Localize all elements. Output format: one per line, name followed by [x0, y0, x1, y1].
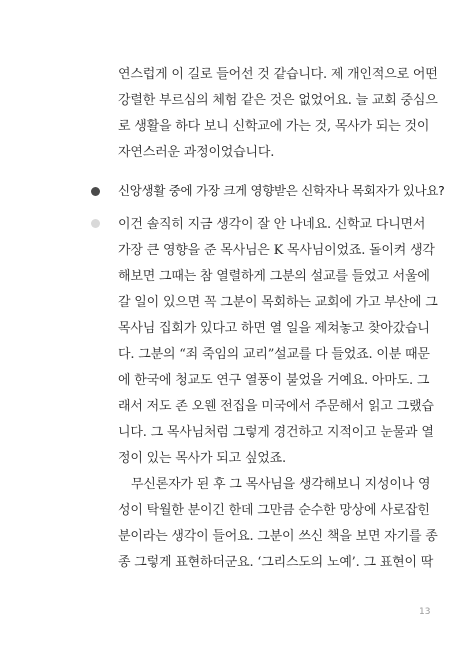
text-line: 목사님 집회가 있다고 하면 열 일을 제쳐놓고 찾아갔습니 — [118, 321, 430, 336]
text-line: 연스럽게 이 길로 들어선 것 같습니다. 제 개인적으로 어떤 — [118, 67, 438, 82]
answer-paragraph — [118, 212, 438, 576]
text-line: 자연스러운 과정이었습니다. — [118, 145, 275, 160]
answer-bullet-icon — [91, 219, 100, 228]
text-line: 성이 탁월한 분이긴 한데 그만큼 순수한 망상에 사로잡힌 — [118, 503, 430, 518]
text-line: 강렬한 부르심의 체험 같은 것은 없었어요. 늘 교회 중심으 — [118, 93, 438, 108]
page-number: 13 — [419, 607, 431, 617]
text-line: 무신론자가 된 후 그 목사님을 생각해보니 지성이나 영 — [131, 477, 431, 492]
text-line: 이건 솔직히 지금 생각이 잘 안 나네요. 신학교 다니면서 — [118, 217, 426, 232]
intro-paragraph — [118, 62, 438, 166]
text-line: 갈 일이 있으면 꼭 그분이 목회하는 교회에 가고 부산에 그 — [118, 295, 438, 310]
text-line: 다. 그분의 “죄 죽임의 교리”설교를 다 들었죠. 이분 때문 — [118, 347, 430, 362]
text-line: 니다. 그 목사님처럼 그렇게 경건하고 지적이고 눈물과 열 — [118, 425, 434, 440]
text-line: 로 생활을 하다 보니 신학교에 가는 것, 목사가 되는 것이 — [118, 119, 430, 134]
text-line: 에 한국에 청교도 연구 열풍이 불었을 거예요. 아마도. 그 — [118, 373, 430, 388]
text-line: 정이 있는 목사가 되고 싶었죠. — [118, 451, 286, 466]
interview-question: 신앙생활 중에 가장 크게 영향받은 신학자나 목회자가 있나요? — [118, 183, 445, 198]
text-line: 해보면 그때는 참 열렬하게 그분의 설교를 들었고 서울에 — [118, 269, 430, 284]
text-line: 종 그렇게 표현하더군요. ‘그리스도의 노예’. 그 표현이 딱 — [118, 555, 434, 570]
text-line: 가장 큰 영향을 준 목사님은 K 목사님이었죠. 돌이켜 생각 — [118, 243, 435, 258]
text-line: 래서 저도 존 오웬 전집을 미국에서 주문해서 읽고 그랬습 — [118, 399, 434, 414]
question-bullet-icon — [91, 187, 100, 196]
text-line: 분이라는 생각이 들어요. 그분이 쓰신 책을 보면 자기를 종 — [118, 529, 438, 544]
